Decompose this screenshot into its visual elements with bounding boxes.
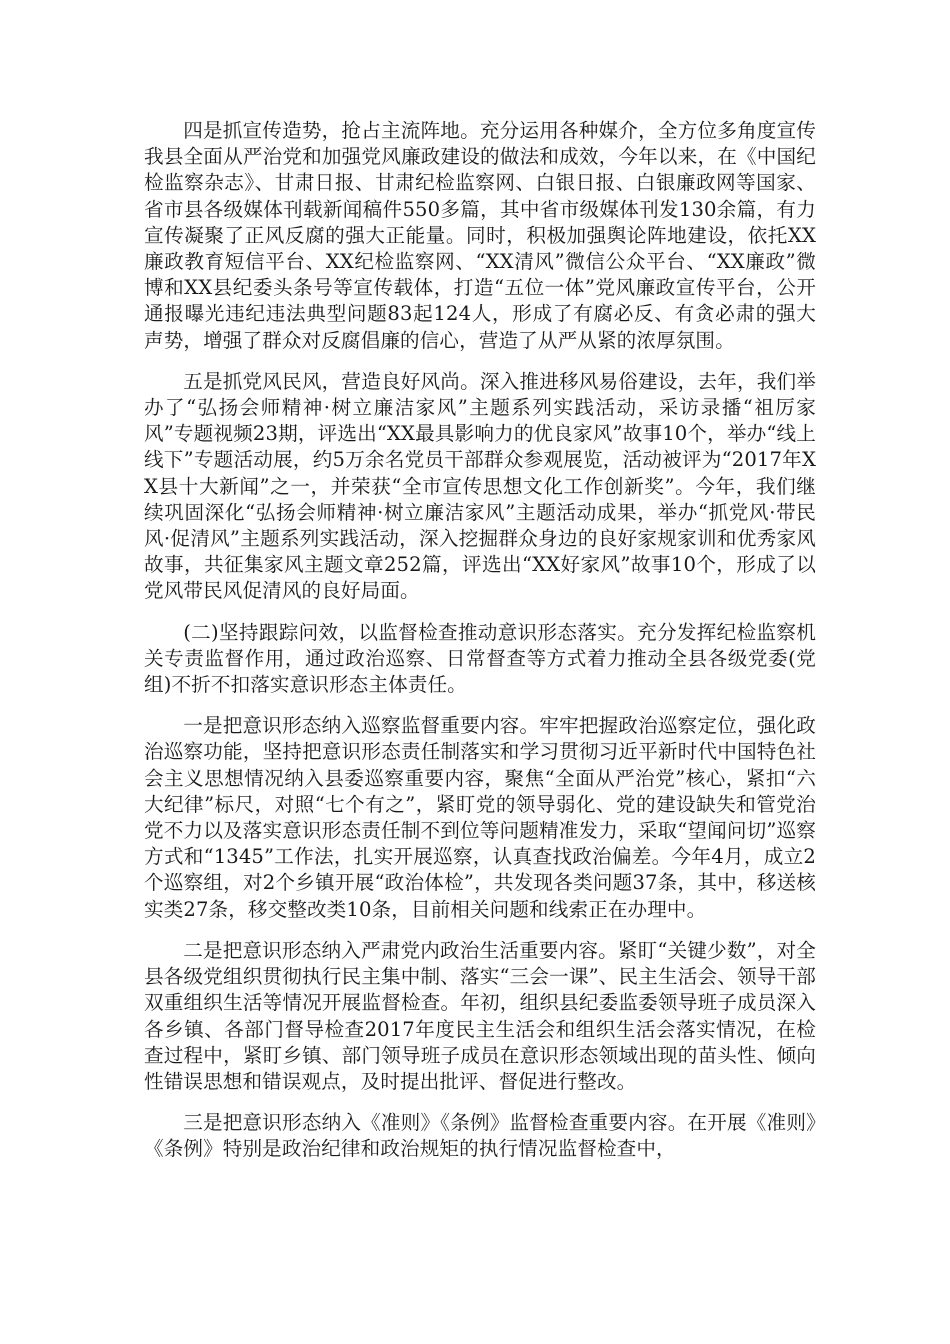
paragraph-section-two: (二)坚持跟踪问效，以监督检查推动意识形态落实。充分发挥纪检监察机关专责监督作用，通过政治巡察、日常督查等方式着力推动全县各级党委(党组)不折不扣落实意识形态主体责任。	[144, 620, 816, 697]
paragraph-political-life: 二是把意识形态纳入严肃党内政治生活重要内容。紧盯“关键少数”，对全县各级党组织贯彻执行民主集中制、落实“三会一课”、民主生活会、领导干部双重组织生活等情况开展监督检查。年初，组织县纪委监委领导班子成员深入各乡镇、各部门督导检查2017年度民主生活会和组织生活会落实情况，在检查过程中，紧盯乡镇、部门领导班子成员在意识形态领域出现的苗头性、倾向性错误思想和错误观点，及时提出批评、督促进行整改。	[144, 938, 816, 1093]
paragraph-inspection: 一是把意识形态纳入巡察监督重要内容。牢牢把握政治巡察定位，强化政治巡察功能，坚持把意识形态责任制落实和学习贯彻习近平新时代中国特色社会主义思想情况纳入县委巡察重要内容，聚焦“全面从严治党”核心，紧扣“六大纪律”标尺，对照“七个有之”，紧盯党的领导弱化、党的建设缺失和管党治党不力以及落实意识形态责任制不到位等问题精准发力，采取“望闻问切”巡察方式和“1345”工作法，扎实开展巡察，认真查找政治偏差。今年4月，成立2个巡察组，对2个乡镇开展“政治体检”，共发现各类问题37条，其中，移送核实类27条，移交整改类10条，目前相关问题和线索正在办理中。	[144, 714, 816, 921]
paragraph-publicity: 四是抓宣传造势，抢占主流阵地。充分运用各种媒介，全方位多角度宣传我县全面从严治党和加强党风廉政建设的做法和成效，今年以来，在《中国纪检监察杂志》、甘肃日报、甘肃纪检监察网、白银日报、白银廉政网等国家、省市县各级媒体刊载新闻稿件550多篇，其中省市级媒体刊发130余篇，有力宣传凝聚了正风反腐的强大正能量。同时，积极加强舆论阵地建设，依托XX廉政教育短信平台、XX纪检监察网、“XX清风”微信公众平台、“XX廉政”微博和XX县纪委头条号等宣传载体，打造“五位一体”党风廉政宣传平台，公开通报曝光违纪违法典型问题83起124人，形成了有腐必反、有贪必肃的强大声势，增强了群众对反腐倡廉的信心，营造了从严从紧的浓厚氛围。	[144, 119, 816, 352]
paragraph-regulations: 三是把意识形态纳入《准则》《条例》监督检查重要内容。在开展《准则》《条例》特别是政治纪律和政治规矩的执行情况监督检查中，	[144, 1111, 816, 1161]
paragraph-party-style: 五是抓党风民风，营造良好风尚。深入推进移风易俗建设，去年，我们举办了“弘扬会师精神·树立廉洁家风”主题系列实践活动，采访录播“祖厉家风”专题视频23期，评选出“XX最具影响力的优良家风”故事10个，举办“线上线下”专题活动展，约5万余名党员干部群众参观展览，活动被评为“2017年XX县十大新闻”之一，并荣获“全市宣传思想文化工作创新奖”。今年，我们继续巩固深化“弘扬会师精神·树立廉洁家风”主题活动成果，举办“抓党风·带民风·促清风”主题系列实践活动，深入挖掘群众身边的良好家规家训和优秀家风故事，共征集家风主题文章252篇，评选出“XX好家风”故事10个，形成了以党风带民风促清风的良好局面。	[144, 369, 816, 603]
